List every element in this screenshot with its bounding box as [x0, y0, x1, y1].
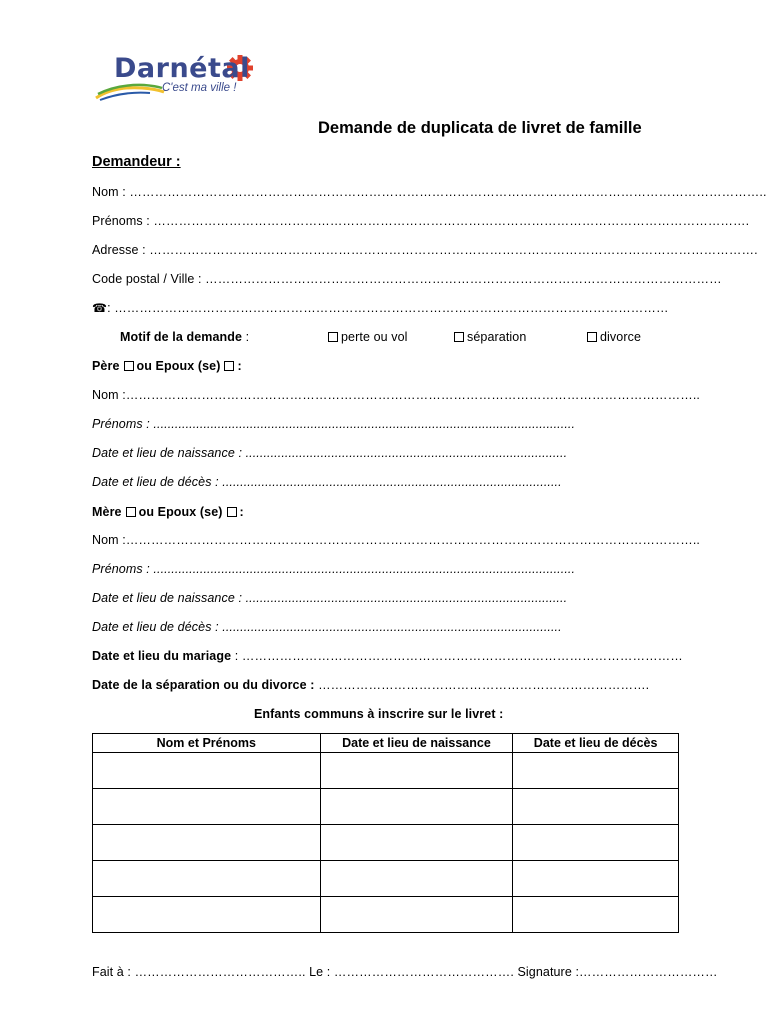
separation-checkbox[interactable]	[454, 332, 464, 342]
table-cell[interactable]	[513, 861, 679, 897]
table-cell[interactable]	[93, 861, 321, 897]
mere-checkbox[interactable]	[126, 507, 136, 517]
pere-prenoms-line: Prénoms : ......................................................................................................................	[92, 417, 576, 431]
pere-epoux-label: ou Epoux (se)	[136, 359, 221, 373]
table-cell[interactable]	[513, 897, 679, 933]
table-row	[93, 753, 679, 789]
pere-deces-line: Date et lieu de décès : ...............................................................................................	[92, 475, 562, 489]
table-cell[interactable]	[320, 897, 513, 933]
motif-label: Motif de la demande	[120, 330, 243, 344]
divorce-label: divorce	[600, 330, 641, 344]
separation-date-value: …………………………………………………………………….	[314, 678, 650, 692]
table-cell[interactable]	[513, 825, 679, 861]
table-cell[interactable]	[93, 897, 321, 933]
perte-label: perte ou vol	[341, 330, 408, 344]
pere-label: Père	[92, 359, 120, 373]
table-cell[interactable]	[320, 789, 513, 825]
mariage-value: : ……………………………………………………………………………………………	[231, 649, 683, 663]
pere-checkbox[interactable]	[124, 361, 134, 371]
mere-deces-line: Date et lieu de décès : ...............................................................................................	[92, 620, 562, 634]
pere-naissance-line: Date et lieu de naissance : ..........................................................................................	[92, 446, 568, 460]
demandeur-nom-line: Nom : ……………………………………………………………………………………………………………………………………..	[92, 185, 767, 199]
table-cell[interactable]	[513, 789, 679, 825]
pere-nom-line: Nom :………………………………………………………………………………………………………………………..	[92, 388, 700, 402]
mere-nom-line: Nom :………………………………………………………………………………………………………………………..	[92, 533, 700, 547]
motif-option-perte[interactable]	[324, 330, 408, 344]
mere-naissance-line: Date et lieu de naissance : ..........................................................................................	[92, 591, 568, 605]
separation-date-label: Date de la séparation ou du divorce :	[92, 678, 315, 692]
mere-colon: :	[239, 505, 244, 519]
column-header-naissance: Date et lieu de naissance	[320, 734, 513, 753]
table-cell[interactable]	[320, 753, 513, 789]
motif-option-separation[interactable]	[450, 330, 526, 344]
mariage-line	[92, 649, 683, 663]
demandeur-prenoms-line: Prénoms : …………………………………………………………………………………………………………………………….	[92, 214, 750, 228]
demandeur-phone-line	[92, 301, 669, 315]
table-row	[93, 825, 679, 861]
mariage-label: Date et lieu du mariage	[92, 649, 232, 663]
phone-icon: ☎	[92, 301, 108, 315]
table-cell[interactable]	[320, 861, 513, 897]
mere-label: Mère	[92, 505, 122, 519]
perte-checkbox[interactable]	[328, 332, 338, 342]
demandeur-adresse-line: Adresse : ……………………………………………………………………………………………………………………………….	[92, 243, 758, 257]
mere-heading	[92, 505, 244, 519]
table-cell[interactable]	[93, 789, 321, 825]
table-cell[interactable]	[93, 753, 321, 789]
page-title: Demande de duplicata de livret de famille	[318, 119, 642, 137]
motif-option-divorce[interactable]	[583, 330, 641, 344]
table-row	[93, 897, 679, 933]
darnetal-logo	[94, 48, 260, 102]
demandeur-cp-ville-line: Code postal / Ville : ……………………………………………………………………………………………………………	[92, 272, 722, 286]
motif-colon: :	[242, 330, 250, 344]
mere-prenoms-line: Prénoms : ......................................................................................................................	[92, 562, 576, 576]
table-cell[interactable]	[513, 753, 679, 789]
pere-epoux-checkbox[interactable]	[224, 361, 234, 371]
table-header-row	[93, 734, 679, 753]
enfants-heading: Enfants communs à inscrire sur le livret :	[254, 707, 504, 721]
logo-tagline: C'est ma ville !	[162, 82, 237, 94]
demandeur-phone-value: : ……………………………………………………………………………………………………………………	[107, 301, 669, 315]
pere-heading	[92, 359, 242, 373]
enfants-table	[92, 733, 679, 933]
table-cell[interactable]	[320, 825, 513, 861]
demandeur-heading: Demandeur :	[92, 154, 181, 170]
column-header-deces: Date et lieu de décès	[513, 734, 679, 753]
table-row	[93, 789, 679, 825]
divorce-checkbox[interactable]	[587, 332, 597, 342]
mere-epoux-checkbox[interactable]	[227, 507, 237, 517]
table-row	[93, 861, 679, 897]
pere-colon: :	[237, 359, 242, 373]
table-cell[interactable]	[93, 825, 321, 861]
mere-epoux-label: ou Epoux (se)	[138, 505, 223, 519]
motif-row	[120, 330, 249, 344]
separation-label: séparation	[467, 330, 527, 344]
footer-signature-line: Fait à : ………………………………….. Le : ……………………………………. Signature :……………………………	[92, 965, 718, 979]
logo-wordmark: Darnétal	[114, 53, 250, 84]
column-header-nom: Nom et Prénoms	[93, 734, 321, 753]
separation-line	[92, 678, 650, 692]
